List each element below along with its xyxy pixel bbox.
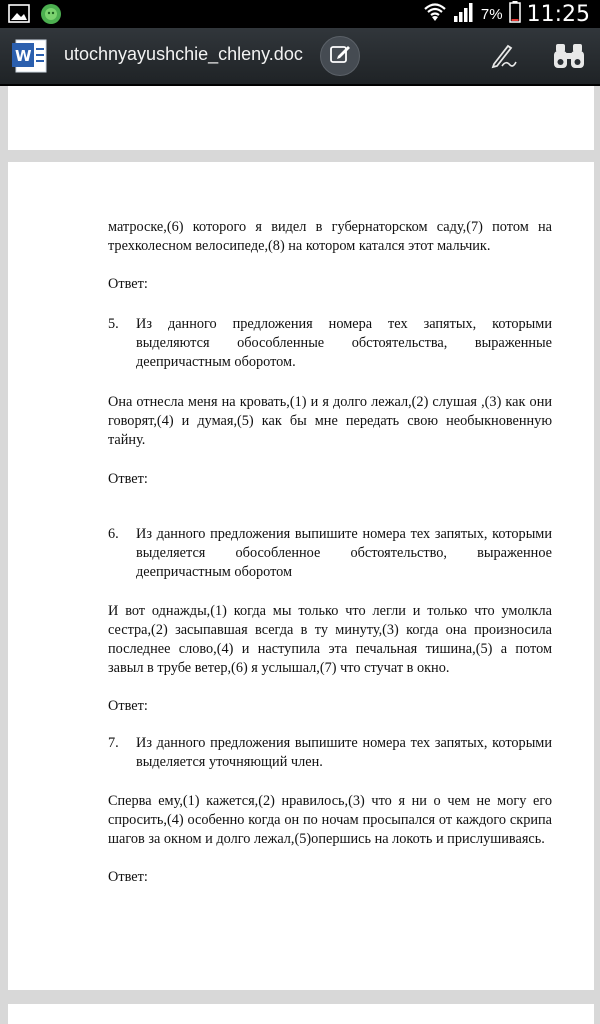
document-body xyxy=(108,218,552,887)
question-number: 6. xyxy=(108,526,119,542)
answer-label: Ответ: xyxy=(108,471,148,487)
document-page xyxy=(8,162,594,990)
question-prompt: Из данного предложения выпишите номера тех запятых, которыми выделяется обособленное обстоятельство, выраженное деепричастным оборотом xyxy=(136,526,552,580)
pen-button[interactable] xyxy=(488,40,520,72)
pen-icon xyxy=(488,59,520,76)
clock: 11:25 xyxy=(526,1,590,27)
question-prompt: Из данного предложения выпишите номера тех запятых, которыми выделяется уточняющий член. xyxy=(136,735,552,770)
paragraph: Она отнесла меня на кровать,(1) и я долго лежал,(2) слушая ,(3) как они говорят,(4) и думая,(5) как бы мне передать свою необыкновенную тайну. xyxy=(108,394,552,448)
edit-icon xyxy=(329,43,351,70)
document-page xyxy=(8,86,594,150)
signal-icon xyxy=(453,1,475,28)
question-prompt: Из данного предложения номера тех запятых, которыми выделяются обособленные обстоятельства, выраженные деепричастным оборотом. xyxy=(136,316,552,370)
document-page xyxy=(8,1004,594,1024)
status-bar xyxy=(0,0,600,28)
answer-label: Ответ: xyxy=(108,276,148,292)
wifi-icon xyxy=(423,1,447,28)
image-icon xyxy=(8,3,30,30)
app-bar xyxy=(0,28,600,86)
answer-label: Ответ: xyxy=(108,869,148,885)
question-7 xyxy=(108,734,552,772)
find-button[interactable] xyxy=(552,40,586,72)
word-doc-icon[interactable] xyxy=(12,37,50,75)
question-number: 7. xyxy=(108,735,119,751)
binoculars-icon xyxy=(552,59,586,76)
edit-button[interactable] xyxy=(320,36,360,76)
answer-label: Ответ: xyxy=(108,698,148,714)
paragraph: И вот однажды,(1) когда мы только что легли и только что умолкла сестра,(2) засыпавшая всегда в ту минуту,(3) когда она произносила последнее слово,(4) и наступила эта печальная тишина,(5) а потом завыл в трубе ветер,(6) я услышал,(7) что стучат в окно. xyxy=(108,603,552,676)
android-icon xyxy=(40,3,62,30)
svg-text:W: W xyxy=(15,47,32,65)
question-5 xyxy=(108,315,552,372)
battery-icon xyxy=(509,1,521,28)
question-6 xyxy=(108,525,552,582)
paragraph: Сперва ему,(1) кажется,(2) нравилось,(3) что я ни о чем не могу его спросить,(4) особенно когда он по ночам просыпался от каждого скрипа шагов за окном и долго лежал,(5)опершись на локоть и прислушиваясь. xyxy=(108,793,552,847)
document-title: utochnyayushchie_chleny.doc xyxy=(64,44,303,64)
battery-percent: 7% xyxy=(480,5,503,23)
paragraph: матроске,(6) которого я видел в губернаторском саду,(7) потом на трехколесном велосипеде,(8) на котором катался этот мальчик. xyxy=(108,219,552,254)
question-number: 5. xyxy=(108,316,119,332)
